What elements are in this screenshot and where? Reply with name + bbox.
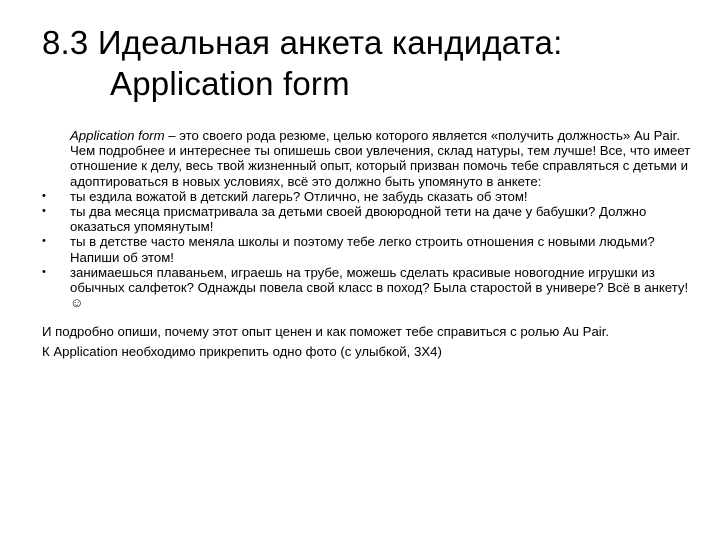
intro-text: – это своего рода резюме, целью которого является «получить должность» Au Pair. Чем подробнее и интереснее ты опишешь свои увлечения, склад натуры, тем лучше! Все, что имеет отношение к делу, весь твой жизненный опыт, который призван помочь тебе справляться с детьми и адоптироваться в новых условиях, всё это должно быть упомянуто в анкете: — [70, 128, 691, 189]
bullet-item — [42, 189, 695, 204]
title-line-1: 8.3 Идеальная анкета кандидата: — [42, 24, 563, 61]
bullet-text: ты два месяца присматривала за детьми своей двоюродной тети на даче у бабушки? Должно оказаться упомянутым! — [70, 204, 647, 235]
bullet-list — [42, 189, 702, 311]
footer-line-2: К Application необходимо прикрепить одно фото (с улыбкой, 3Х4) — [42, 343, 442, 359]
bullet-item — [42, 204, 695, 234]
bullet-text: занимаешься плаваньем, играешь на трубе, можешь сделать красивые новогодние игрушки из обычных салфеток? Однажды повела свой класс в поход? Была старостой в универе? Всё в анкету! ☺ — [70, 264, 689, 311]
bullet-item — [42, 234, 695, 264]
bullet-icon: • — [42, 189, 46, 202]
slide-body — [42, 128, 702, 361]
footer-line-1: И подробно опиши, почему этот опыт ценен и как поможет тебе справиться с ролью Au Pair. — [42, 324, 610, 340]
bullet-item — [42, 265, 695, 311]
bullet-text: ты в детстве часто меняла школы и поэтому тебе легко строить отношения с новыми людьми? Напиши об этом! — [70, 234, 655, 265]
bullet-icon: • — [42, 235, 46, 248]
bullet-icon: • — [42, 265, 46, 278]
intro-term: Application form — [70, 128, 165, 143]
slide-title — [42, 22, 702, 104]
bullet-text: ты ездила вожатой в детский лагерь? Отлично, не забудь сказать об этом! — [70, 188, 528, 204]
title-line-2: Application form — [110, 65, 350, 102]
footer-text — [42, 322, 702, 361]
intro-paragraph — [70, 128, 695, 189]
bullet-icon: • — [42, 205, 46, 218]
